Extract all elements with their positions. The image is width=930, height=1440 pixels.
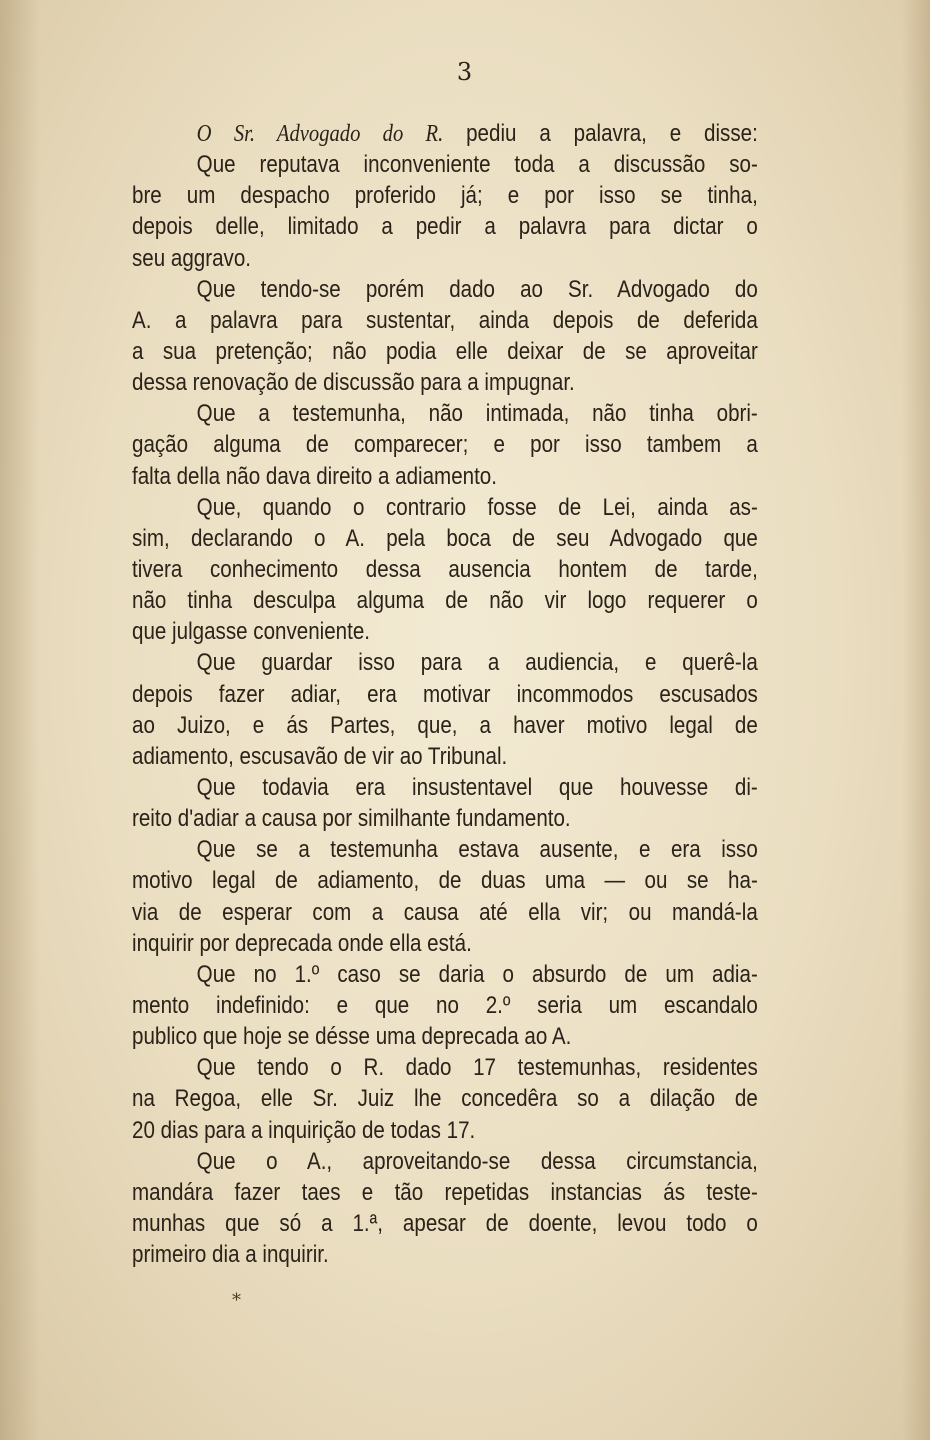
- text-line: reito d'adiar a causa por similhante fundamento.: [132, 805, 571, 833]
- text-line: inquirir por deprecada onde ella está.: [132, 929, 472, 957]
- text-line: motivo legal de adiamento, de duas uma — ou se ha-: [132, 867, 758, 895]
- text-line: falta della não dava direito a adiamento.: [132, 462, 497, 490]
- text-line: Que o A., aproveitando-se dessa circumstancia,: [196, 1147, 758, 1175]
- text-line: a sua pretenção; não podia elle deixar de se aproveitar: [132, 337, 758, 365]
- text-line: tivera conhecimento dessa ausencia hontem de tarde,: [132, 555, 758, 583]
- text-line: bre um despacho proferido já; e por isso se tinha,: [132, 182, 758, 210]
- text-line: Que a testemunha, não intimada, não tinha obri-: [196, 400, 758, 428]
- text-line: que julgasse conveniente.: [132, 618, 370, 646]
- text-line: 20 dias para a inquirição de todas 17.: [132, 1116, 476, 1144]
- text-line: na Regoa, elle Sr. Juiz lhe concedêra so a dilação de: [132, 1085, 758, 1113]
- text-line: A. a palavra para sustentar, ainda depois de deferida: [132, 306, 758, 334]
- body-text: [132, 118, 758, 1270]
- text-line: mandára fazer taes e tão repetidas instancias ás teste-: [132, 1178, 758, 1206]
- text-line: ao Juizo, e ás Partes, que, a haver motivo legal de: [132, 711, 758, 739]
- text-line: publico que hoje se désse uma deprecada ao A.: [132, 1023, 572, 1051]
- text-line: Que todavia era insustentavel que houvesse di-: [196, 773, 758, 801]
- text-line: depois delle, limitado a pedir a palavra para dictar o: [132, 213, 758, 241]
- text-line: munhas que só a 1.ª, apesar de doente, levou todo o: [132, 1209, 758, 1237]
- text-line: mento indefinido: e que no 2.º seria um escandalo: [132, 991, 758, 1019]
- paragraph-lines: [132, 149, 758, 1270]
- text-line: Que tendo-se porém dado ao Sr. Advogado do: [196, 275, 758, 303]
- text-line: via de esperar com a causa até ella vir; ou mandá-la: [132, 898, 758, 926]
- text-line: dessa renovação de discussão para a impugnar.: [132, 369, 575, 397]
- text-line: Que guardar isso para a audiencia, e querê-la: [196, 649, 758, 677]
- text-line: primeiro dia a inquirir.: [132, 1241, 329, 1269]
- page-number: 3: [456, 58, 474, 86]
- text-line: Que tendo o R. dado 17 testemunhas, residentes: [196, 1054, 758, 1082]
- text-line: depois fazer adiar, era motivar incommodos escusados: [132, 680, 758, 708]
- signature-mark: *: [232, 1290, 241, 1311]
- text-line: seu aggravo.: [132, 244, 251, 272]
- text-line: gação alguma de comparecer; e por isso tambem a: [132, 431, 758, 459]
- text-line: não tinha desculpa alguma de não vir logo requerer o: [132, 587, 758, 615]
- text-line: Que, quando o contrario fosse de Lei, ainda as-: [196, 493, 758, 521]
- text-line: Que reputava inconveniente toda a discussão so-: [196, 151, 758, 179]
- text-line: Que no 1.º caso se daria o absurdo de um adia-: [196, 960, 758, 988]
- text-line: Que se a testemunha estava ausente, e era isso: [196, 836, 758, 864]
- heading-rest: pediu a palavra, e disse:: [443, 120, 758, 147]
- speaker-name: O Sr. Advogado do R.: [196, 120, 444, 147]
- heading-line: [132, 118, 758, 149]
- text-line: sim, declarando o A. pela boca de seu Advogado que: [132, 524, 758, 552]
- text-line: adiamento, escusavão de vir ao Tribunal.: [132, 742, 508, 770]
